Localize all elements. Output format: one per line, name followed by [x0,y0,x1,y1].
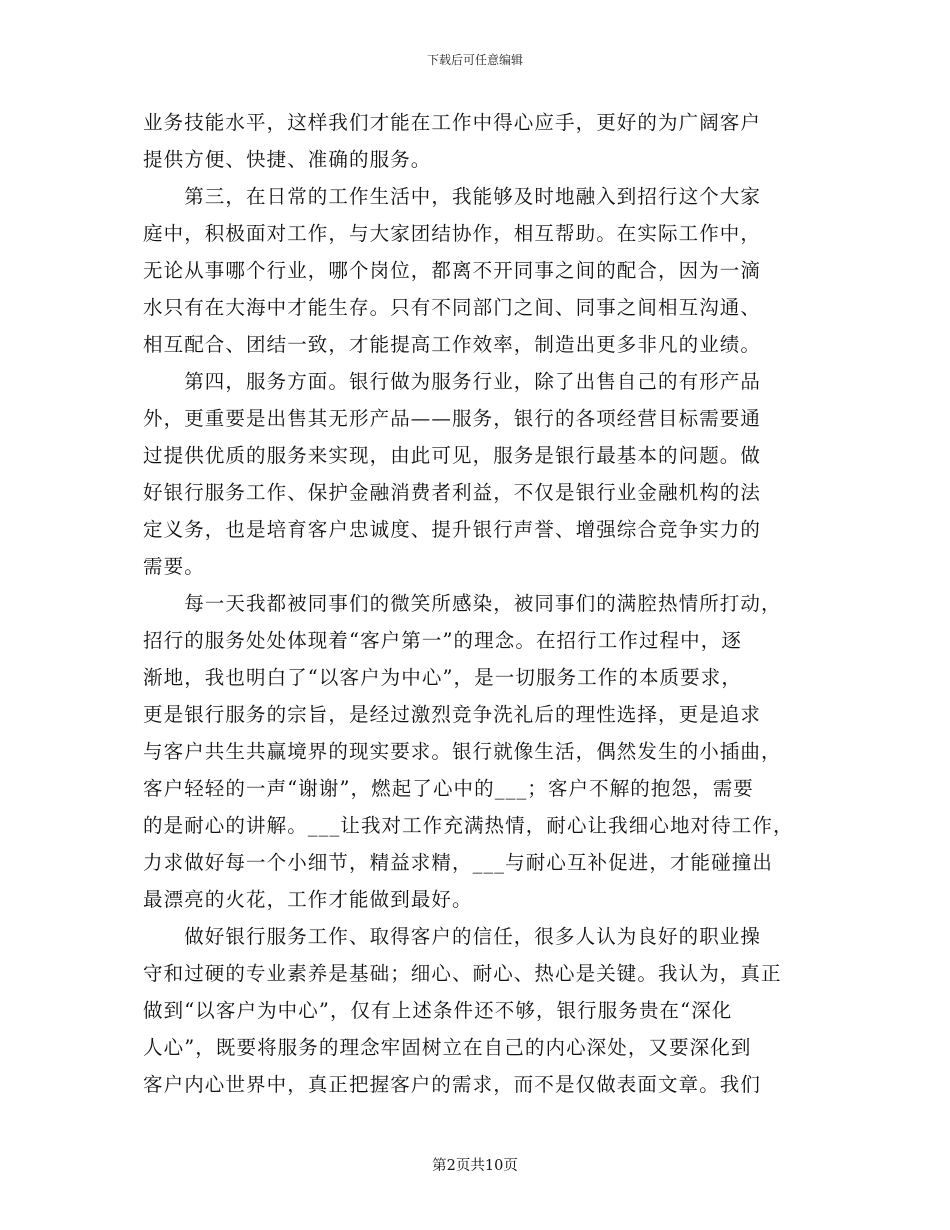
text-line: 做好银行服务工作、取得客户的信任，很多人认为良好的职业操 [143,925,762,948]
text-line: 好银行服务工作、保护金融消费者利益，不仅是银行业金融机构的法 [143,481,762,504]
text-line: 更是银行服务的宗旨，是经过激烈竞争洗礼后的理性选择，更是追求 [143,703,762,726]
text-line: 每一天我都被同事们的微笑所感染，被同事们的满腔热情所打动， [143,592,782,615]
text-line: 庭中，积极面对工作，与大家团结协作，相互帮助。在实际工作中， [143,222,762,245]
text-line: 业务技能水平，这样我们才能在工作中得心应手，更好的为广阔客户 [143,111,762,134]
text-line: 客户内心世界中，真正把握客户的需求，而不是仅做表面文章。我们 [143,1073,762,1096]
text-line: 过提供优质的服务来实现，由此可见，服务是银行最基本的问题。做 [143,444,762,467]
text-line: 力求做好每一个小细节，精益求精，___与耐心互补促进，才能碰撞出 [143,851,773,874]
text-line: 水只有在大海中才能生存。只有不同部门之间、同事之间相互沟通、 [143,296,762,319]
text-line: 外，更重要是出售其无形产品——服务，银行的各项经营目标需要通 [143,407,762,430]
text-line: 的是耐心的讲解。___让我对工作充满热情，耐心让我细心地对待工作， [143,814,794,837]
text-line: 守和过硬的专业素养是基础；细心、耐心、热心是关键。我认为，真正 [143,962,782,985]
text-line: 招行的服务处处体现着“客户第一”的理念。在招行工作过程中，逐 [143,629,742,652]
text-line: 第三，在日常的工作生活中，我能够及时地融入到招行这个大家 [143,185,762,208]
text-line: 最漂亮的火花，工作才能做到最好。 [143,888,473,911]
text-line: 定义务，也是培育客户忠诚度、提升银行声誉、增强综合竞争实力的 [143,518,762,541]
document-body [143,104,823,1103]
text-line: 做到“以客户为中心”，仅有上述条件还不够，银行服务贵在“深化 [143,999,733,1022]
page-number: 第2页共10页 [432,1158,518,1174]
text-line: 与客户共生共赢境界的现实要求。银行就像生活，偶然发生的小插曲， [143,740,782,763]
text-line: 需要。 [143,555,205,578]
text-line: 第四，服务方面。银行做为服务行业，除了出售自己的有形产品 [143,370,762,393]
text-line: 提供方便、快捷、准确的服务。 [143,148,432,171]
text-line: 客户轻轻的一声“谢谢”，燃起了心中的___；客户不解的抱怨，需要 [143,777,754,800]
text-line: 人心”，既要将服务的理念牢固树立在自己的内心深处，又要深化到 [143,1036,752,1059]
text-line: 无论从事哪个行业，哪个岗位，都离不开同事之间的配合，因为一滴 [143,259,762,282]
text-line: 渐地，我也明白了“以客户为中心”，是一切服务工作的本质要求， [143,666,742,689]
page-header: 下载后可任意编辑 [426,53,523,67]
text-line: 相互配合、团结一致，才能提高工作效率，制造出更多非凡的业绩。 [143,333,762,356]
